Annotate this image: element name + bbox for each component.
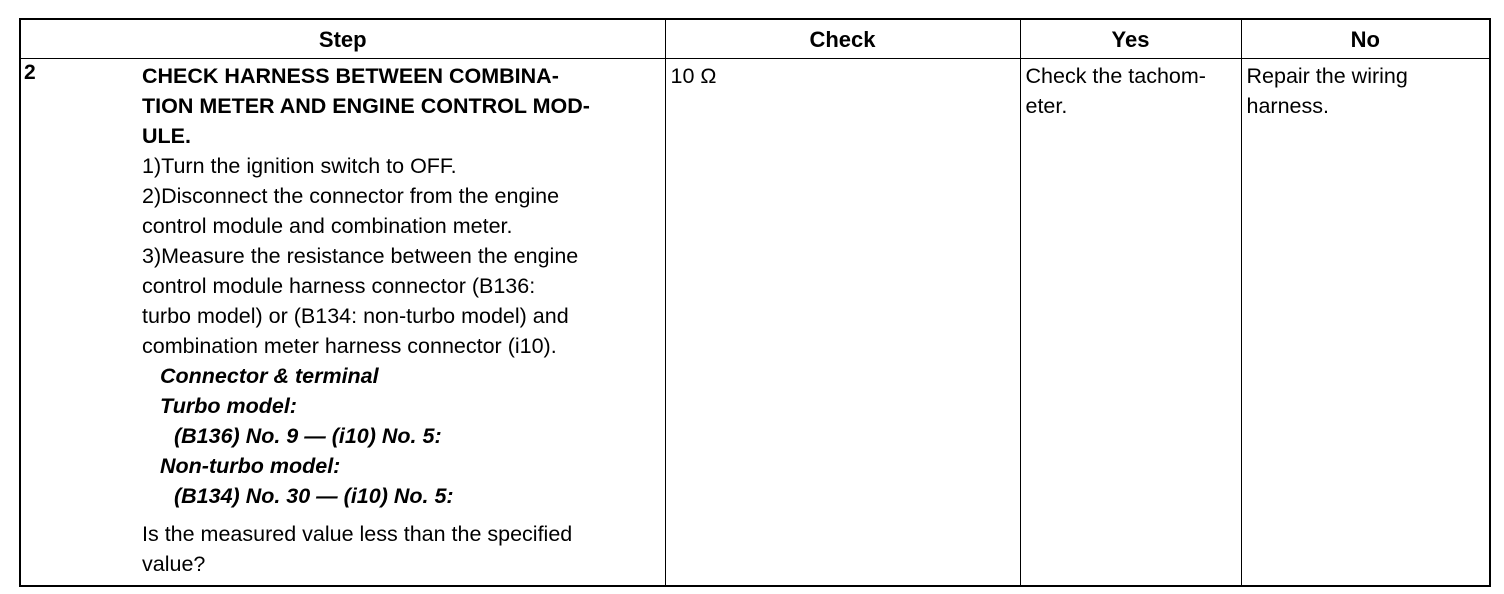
header-step: Step (20, 19, 665, 59)
step-number: 2 (24, 61, 36, 84)
step-title (142, 61, 661, 151)
check-cell (665, 59, 1020, 587)
instruction-line: 3)Measure the resistance between the engine (142, 244, 579, 268)
spec-turbo-label: Turbo model: (160, 394, 297, 418)
step-title-line: CHECK HARNESS BETWEEN COMBINA- (142, 64, 559, 88)
no-line: harness. (1246, 94, 1329, 118)
instruction-line: control module harness connector (B136: (142, 274, 536, 298)
instruction-line: control module and combination meter. (142, 214, 513, 238)
step-title-line: ULE. (142, 124, 191, 148)
spec-nonturbo-value: (B134) No. 30 — (i10) No. 5: (174, 484, 454, 508)
instruction-line: combination meter harness connector (i10). (142, 334, 557, 358)
instruction-line: turbo model) or (B134: non-turbo model) and (142, 304, 569, 328)
step-title-line: TION METER AND ENGINE CONTROL MOD- (142, 94, 590, 118)
header-no: No (1241, 19, 1490, 59)
spec-heading: Connector & terminal (160, 364, 379, 388)
step-instructions (142, 151, 661, 361)
spec-nonturbo-label: Non-turbo model: (160, 454, 341, 478)
question-line: value? (142, 552, 206, 576)
check-value: 10 Ω (670, 64, 717, 88)
yes-line: Check the tachom- (1025, 64, 1206, 88)
table-row (20, 59, 1490, 587)
question-line: Is the measured value less than the specified (142, 522, 573, 546)
yes-line: eter. (1025, 94, 1068, 118)
step-number-cell (20, 59, 140, 587)
instruction-line: 2)Disconnect the connector from the engine (142, 184, 560, 208)
no-line: Repair the wiring (1246, 64, 1408, 88)
header-yes: Yes (1020, 19, 1241, 59)
yes-cell (1020, 59, 1241, 587)
no-cell (1241, 59, 1490, 587)
step-body-cell (140, 59, 665, 587)
instruction-line: 1)Turn the ignition switch to OFF. (142, 154, 457, 178)
connector-spec (142, 361, 661, 511)
header-check: Check (665, 19, 1020, 59)
spec-turbo-value: (B136) No. 9 — (i10) No. 5: (174, 424, 442, 448)
header-row (20, 19, 1490, 59)
step-question (142, 519, 661, 579)
diagnostic-table (19, 18, 1491, 587)
